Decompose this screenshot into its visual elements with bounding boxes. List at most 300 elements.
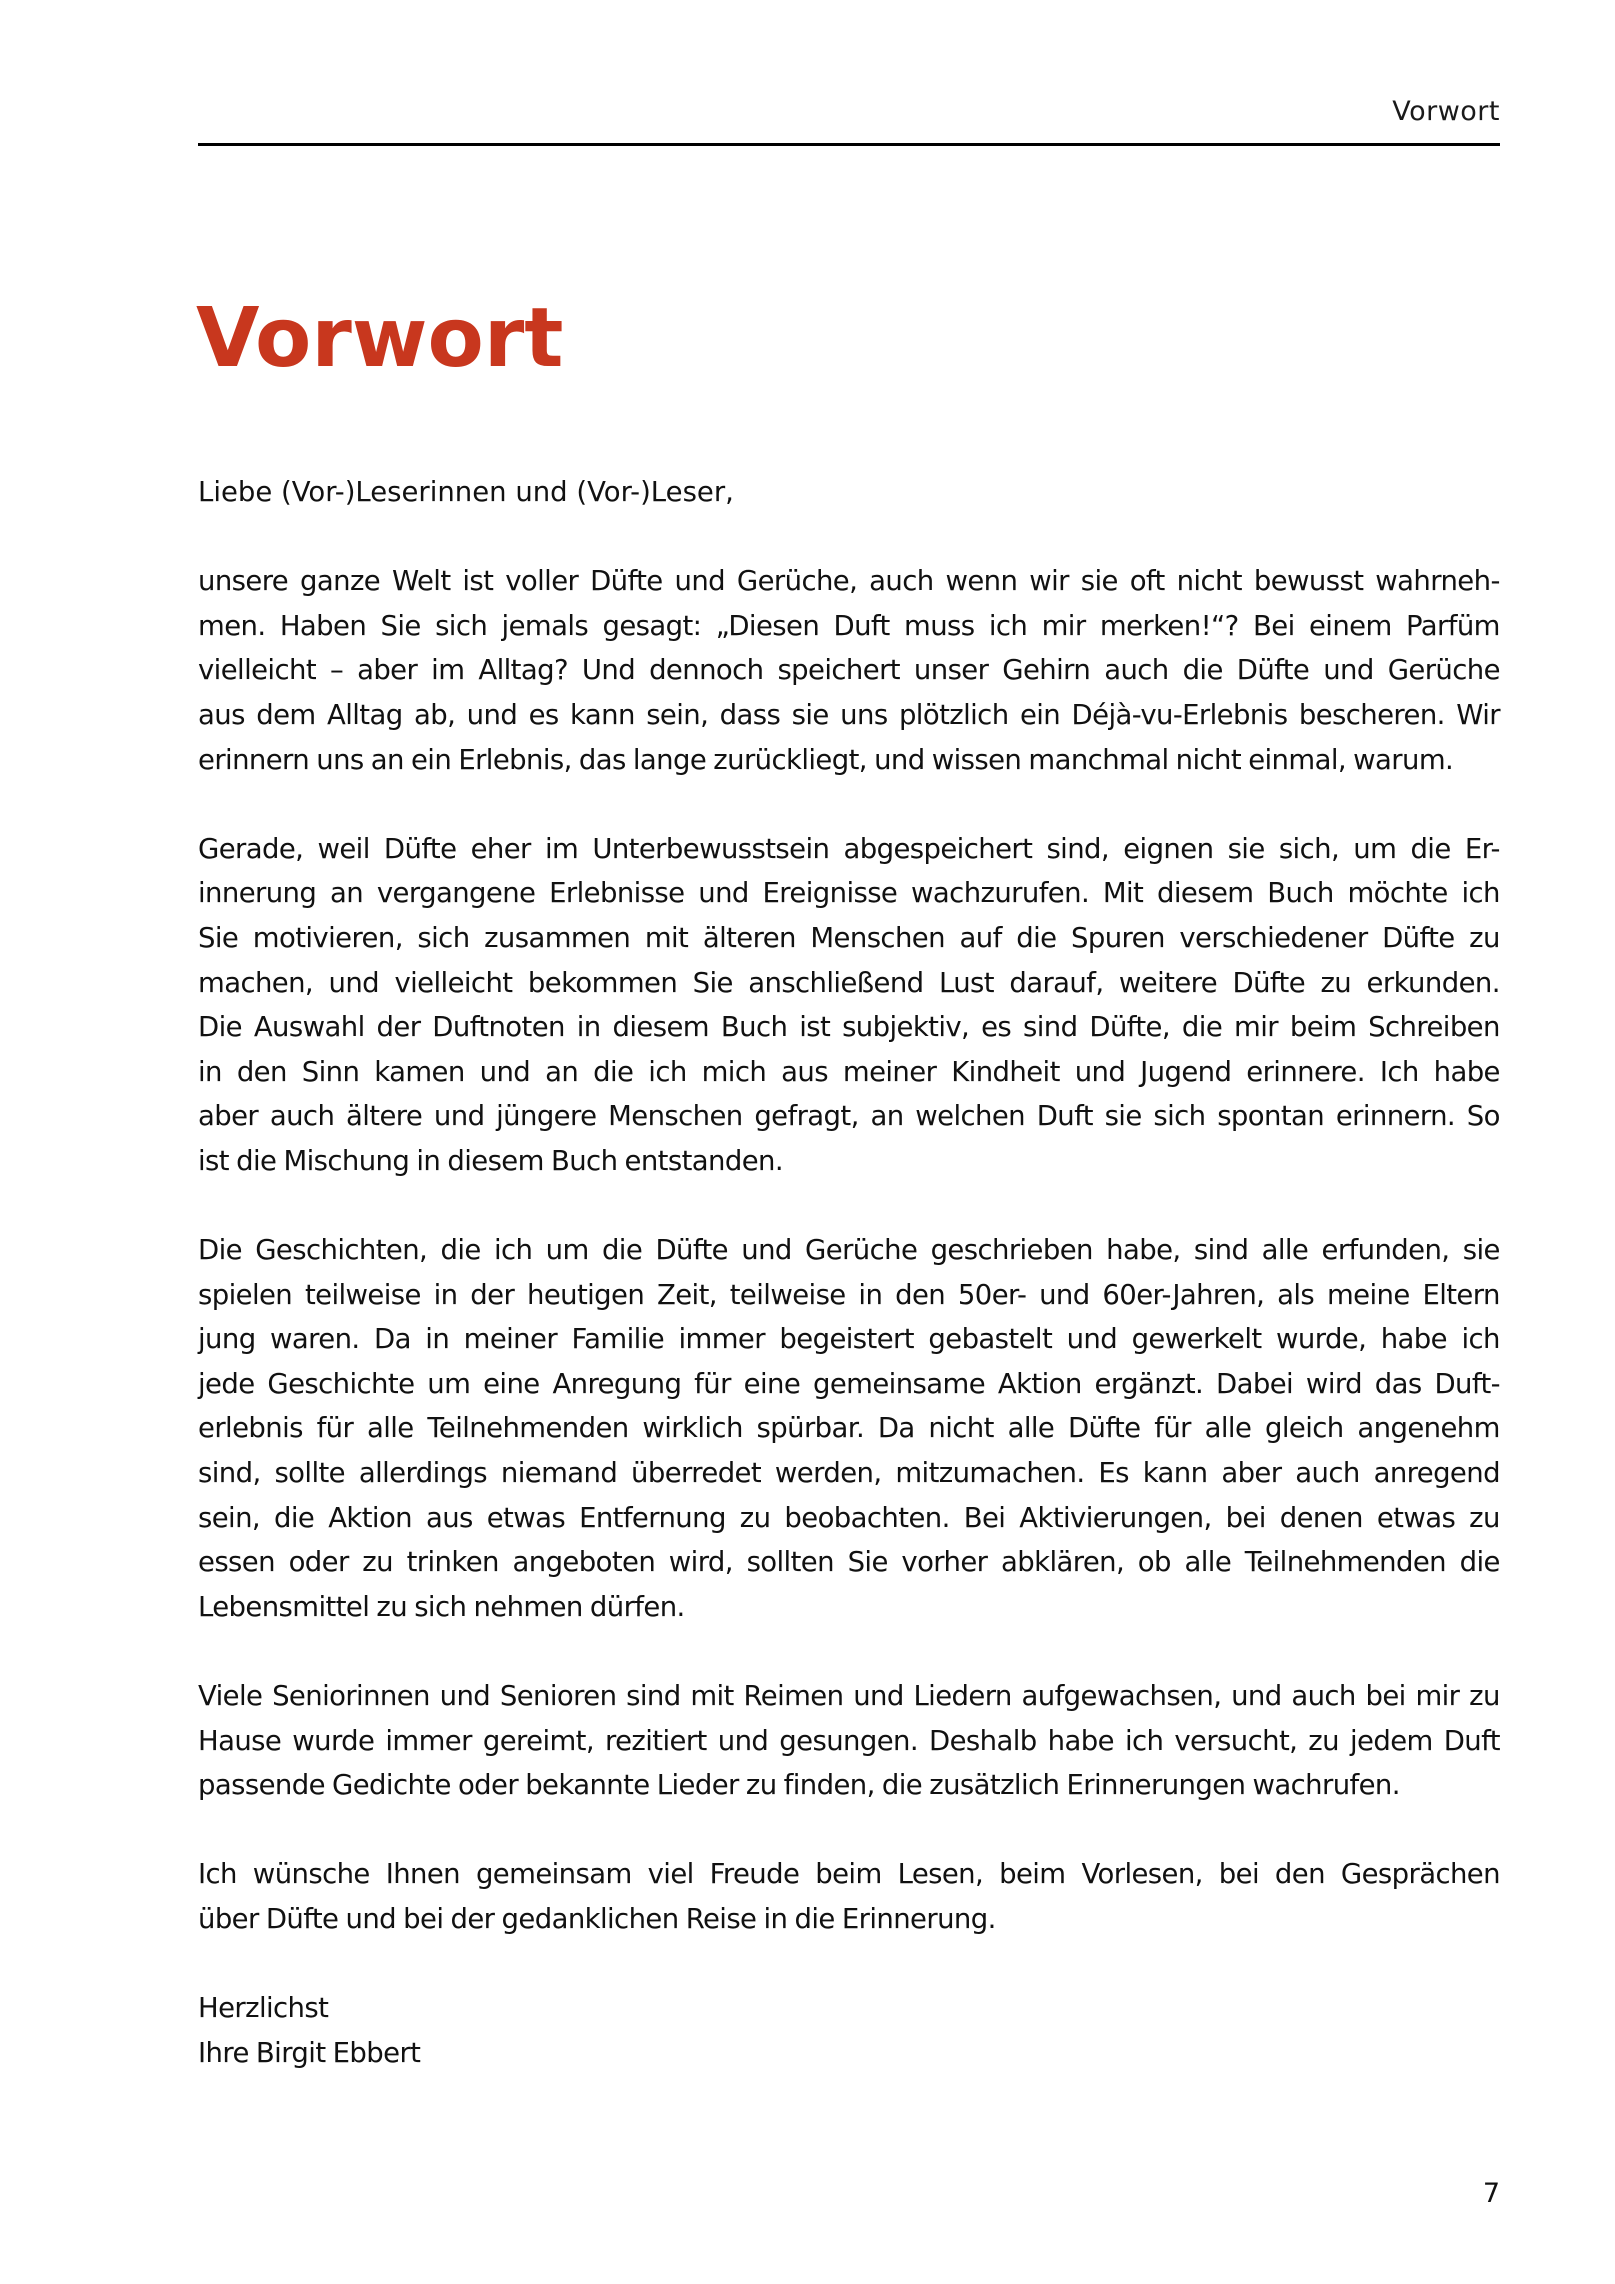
word: auf	[959, 921, 1002, 954]
closing-greeting: Herzlichst	[198, 1992, 329, 2025]
word: Auswahl	[253, 1011, 365, 1044]
word: habe	[1380, 1323, 1447, 1356]
paragraph-line: ist die Mischung in diesem Buch entstanden.	[198, 1144, 784, 1177]
paragraph-line	[198, 1719, 1500, 1764]
word: Die	[198, 1234, 242, 1267]
paragraph-line	[198, 1050, 1500, 1095]
paragraph	[198, 559, 1500, 782]
word: im	[544, 832, 579, 865]
paragraph-line	[198, 559, 1500, 604]
word: vielleicht	[198, 654, 317, 687]
word: 50er-	[957, 1278, 1027, 1311]
word: Aktion	[328, 1501, 413, 1534]
word: gemeinsam	[475, 1858, 632, 1891]
word: der	[470, 1278, 515, 1311]
word: Teilnehmenden	[427, 1412, 629, 1445]
word: aber	[1221, 1457, 1282, 1490]
word: jemals	[501, 609, 589, 642]
word: darauf,	[1009, 966, 1104, 999]
word: oder	[288, 1546, 349, 1579]
closing-signature: Ihre Birgit Ebbert	[198, 2036, 421, 2069]
word: speichert	[777, 654, 900, 687]
word: Es	[1098, 1457, 1129, 1490]
word: Kindheit	[951, 1055, 1060, 1088]
word: ein	[1019, 698, 1061, 731]
word: Buch	[1267, 877, 1334, 910]
word: ich	[648, 1055, 687, 1088]
word: Vorlesen,	[1081, 1858, 1203, 1891]
word: geschrieben	[930, 1234, 1093, 1267]
word: aber	[198, 1100, 259, 1133]
word: unsere	[198, 565, 289, 598]
word: bei	[1365, 1680, 1406, 1713]
word: Menschen	[608, 1100, 743, 1133]
word: den	[1274, 1858, 1325, 1891]
word: ich	[1124, 1724, 1164, 1757]
word: Lesen,	[897, 1858, 984, 1891]
word: anregend	[1373, 1457, 1500, 1490]
word: Familie	[571, 1323, 665, 1356]
word: kann	[1142, 1457, 1208, 1490]
word: an	[330, 877, 364, 910]
word: denen	[1279, 1501, 1363, 1534]
word: diesem	[612, 1011, 709, 1044]
word: ist	[462, 565, 494, 598]
word: ich	[1461, 877, 1500, 910]
word: teilweise	[729, 1278, 846, 1311]
word: bei	[1225, 1501, 1266, 1534]
word: jüngere	[496, 1100, 597, 1133]
word: etwas	[486, 1501, 566, 1534]
word: es	[528, 698, 559, 731]
word: aus	[781, 1055, 828, 1088]
word: angenehm	[1357, 1412, 1500, 1445]
word: voller	[505, 565, 579, 598]
paragraph-line	[198, 916, 1500, 961]
word: vergangene	[376, 877, 536, 910]
word: Düfte	[1236, 654, 1310, 687]
word: und	[698, 877, 749, 910]
word: Geschichten,	[255, 1234, 428, 1267]
word: sind	[1193, 1234, 1249, 1267]
word: nicht	[1176, 565, 1242, 598]
word: aufgewachsen,	[1021, 1680, 1222, 1713]
word: –	[329, 654, 344, 687]
word: etwas	[1376, 1501, 1456, 1534]
word: unser	[913, 654, 989, 687]
word: für	[316, 1412, 354, 1445]
word: zu	[1469, 1680, 1500, 1713]
word: sollten	[746, 1546, 834, 1579]
salutation: Liebe (Vor-)Leserinnen und (Vor-)Leser,	[198, 476, 734, 508]
word: erinnern.	[1335, 1100, 1456, 1133]
word: ganze	[300, 565, 381, 598]
word: wenn	[945, 565, 1018, 598]
word: alle	[1261, 1234, 1309, 1267]
word: gebastelt	[928, 1323, 1053, 1356]
word: wahrneh-	[1375, 565, 1500, 598]
word: Geschichte	[267, 1367, 415, 1400]
word: mit	[690, 1680, 734, 1713]
word: die	[593, 1055, 634, 1088]
word: viel	[647, 1858, 694, 1891]
word: Deshalb	[929, 1724, 1037, 1757]
word: das	[1374, 1367, 1422, 1400]
word: waren.	[270, 1323, 360, 1356]
word: allerdings	[358, 1457, 488, 1490]
word: Zeit,	[657, 1278, 717, 1311]
word: oft	[1129, 565, 1165, 598]
word: Gehirn	[1002, 654, 1091, 687]
word: erlebnis	[198, 1412, 303, 1445]
word: werden,	[774, 1457, 882, 1490]
word: beim	[999, 1858, 1066, 1891]
word: kann	[570, 698, 635, 731]
word: und	[1323, 654, 1374, 687]
paragraph-line: passende Gedichte oder bekannte Lieder zu finden, die zusätzlich Erinnerungen wachrufen.	[198, 1769, 1400, 1802]
paragraph-line: erinnern uns an ein Erlebnis, das lange zurückliegt, und wissen manchmal nicht einmal, warum.	[198, 743, 1454, 776]
word: vorher	[901, 1546, 988, 1579]
word: und	[717, 1724, 769, 1757]
word: wird	[1305, 1367, 1362, 1400]
word: mir	[1415, 1680, 1460, 1713]
word: Entfernung	[579, 1501, 726, 1534]
paragraph-line	[198, 648, 1500, 693]
word: mir	[1041, 609, 1086, 642]
word: ich	[1461, 1323, 1500, 1356]
word: aus	[425, 1501, 473, 1534]
word: Dabei	[1216, 1367, 1294, 1400]
word: es	[981, 1011, 1012, 1044]
word: gereimt,	[482, 1724, 594, 1757]
paragraph-line	[198, 961, 1500, 1006]
word: erfunden,	[1321, 1234, 1450, 1267]
word: um	[1353, 832, 1397, 865]
body-text	[198, 470, 1500, 2075]
word: gemeinsame	[812, 1367, 986, 1400]
word: „Diesen	[715, 609, 820, 642]
header-rule	[198, 143, 1500, 146]
word: versucht,	[1174, 1724, 1298, 1757]
word: bei	[1218, 1858, 1259, 1891]
word: eine	[483, 1367, 540, 1400]
word: an	[870, 1100, 904, 1133]
word: gesagt:	[602, 609, 702, 642]
word: Spuren	[1071, 921, 1165, 954]
word: eher	[470, 832, 531, 865]
word: alle	[1204, 1412, 1252, 1445]
word: beim	[1289, 1011, 1357, 1044]
word: Welt	[391, 565, 451, 598]
word: sich,	[1278, 832, 1340, 865]
word: gleich	[1265, 1412, 1344, 1445]
word: Düfte	[655, 1234, 728, 1267]
paragraph	[198, 827, 1500, 1184]
word: sie	[1104, 1100, 1142, 1133]
word: Alltag	[327, 698, 403, 731]
word: den	[895, 1278, 946, 1311]
word: Ich	[1379, 1055, 1419, 1088]
word: sie	[1462, 1234, 1500, 1267]
word: ich	[493, 1234, 533, 1267]
word: bewusst	[1253, 565, 1364, 598]
word: Bei	[963, 1501, 1006, 1534]
word: zu	[1469, 1501, 1500, 1534]
word: rezitiert	[605, 1724, 707, 1757]
word: eignen	[1123, 832, 1214, 865]
word: Düfte	[1232, 966, 1306, 999]
word: zusammen	[484, 921, 631, 954]
word: Gerüche,	[736, 565, 858, 598]
paragraph-line	[198, 1362, 1500, 1407]
word: verschiedener	[1179, 921, 1368, 954]
word: spürbar.	[756, 1412, 865, 1445]
word: sich	[435, 609, 488, 642]
word: sind	[1023, 1011, 1078, 1044]
word: zu	[1320, 966, 1352, 999]
word: bescheren.	[1298, 698, 1445, 731]
word: für	[1154, 1412, 1191, 1445]
word: Erlebnisse	[549, 877, 685, 910]
word: So	[1466, 1100, 1500, 1133]
word: motivieren,	[252, 921, 403, 954]
word: Hause	[198, 1724, 282, 1757]
word: für	[694, 1367, 731, 1400]
word: Alltag?	[478, 654, 568, 687]
word: auch	[1295, 1457, 1360, 1490]
word: jede	[198, 1367, 255, 1400]
word: in	[198, 1055, 222, 1088]
word: spontan	[1217, 1100, 1325, 1133]
paragraph-line	[198, 1674, 1500, 1719]
word: weil	[317, 832, 370, 865]
word: teilweise	[304, 1278, 421, 1311]
word: als	[1277, 1278, 1315, 1311]
word: sie	[791, 698, 829, 731]
word: die	[1016, 921, 1057, 954]
paragraph-line: über Düfte und bei der gedanklichen Reise in die Erinnerung.	[198, 1903, 996, 1935]
word: Ich	[198, 1858, 237, 1891]
word: Schreiben	[1368, 1011, 1500, 1044]
word: beobachten.	[784, 1501, 950, 1534]
word: Teilnehmenden	[1244, 1546, 1447, 1579]
word: auch	[269, 1100, 335, 1133]
word: bekommen	[527, 966, 678, 999]
paragraph-line	[198, 1094, 1500, 1139]
word: die	[601, 1234, 643, 1267]
word: welchen	[915, 1100, 1025, 1133]
word: gewerkelt	[1131, 1323, 1262, 1356]
paragraph-line	[198, 1005, 1500, 1050]
word: und	[674, 565, 726, 598]
word: auch	[1104, 654, 1169, 687]
word: die	[274, 1501, 315, 1534]
paragraph-line: Lebensmittel zu sich nehmen dürfen.	[198, 1590, 685, 1623]
word: sind	[626, 1680, 681, 1713]
word: dass	[719, 698, 781, 731]
word: Aktivierungen,	[1019, 1501, 1212, 1534]
word: kamen	[374, 1055, 465, 1088]
word: die	[1182, 654, 1223, 687]
chapter-title: Vorwort	[196, 291, 564, 386]
word: Duftnoten	[432, 1011, 565, 1044]
word: meine	[1326, 1278, 1410, 1311]
word: begeistert	[779, 1323, 914, 1356]
word: Wir	[1456, 698, 1500, 731]
word: Da	[374, 1323, 411, 1356]
word: alle	[366, 1412, 414, 1445]
word: Duft	[1443, 1724, 1500, 1757]
paragraph-line	[198, 871, 1500, 916]
word: auch	[1291, 1680, 1356, 1713]
closing	[198, 1986, 1500, 2075]
word: wird,	[668, 1546, 733, 1579]
word: men.	[198, 609, 266, 642]
word: und	[1231, 1680, 1282, 1713]
paragraph-line	[198, 604, 1500, 649]
word: Anregung	[552, 1367, 682, 1400]
word: gesungen.	[779, 1724, 919, 1757]
word: sich	[1153, 1100, 1206, 1133]
word: dem	[256, 698, 316, 731]
word: erkunden.	[1366, 966, 1500, 999]
word: gefragt,	[754, 1100, 859, 1133]
word: Gesprächen	[1340, 1858, 1500, 1891]
word: plötzlich	[898, 698, 1009, 731]
paragraph-line	[198, 1273, 1500, 1318]
word: Gerade,	[198, 832, 304, 865]
word: jedem	[1349, 1724, 1433, 1757]
word: und	[328, 966, 380, 999]
word: überredet	[631, 1457, 762, 1490]
word: mich	[701, 1055, 767, 1088]
word: nicht	[928, 1412, 994, 1445]
word: Senioren	[499, 1680, 617, 1713]
word: trinken	[406, 1546, 499, 1579]
paragraph-line	[198, 1852, 1500, 1897]
word: muss	[904, 609, 975, 642]
word: beim	[815, 1858, 882, 1891]
word: sie	[1080, 565, 1118, 598]
word: ab,	[414, 698, 456, 731]
word: dennoch	[649, 654, 764, 687]
word: Düfte	[590, 565, 663, 598]
word: wir	[1029, 565, 1069, 598]
word: und	[853, 1680, 904, 1713]
word: und	[439, 1680, 491, 1713]
word: den	[236, 1055, 287, 1088]
word: ich	[988, 609, 1028, 642]
word: essen	[198, 1546, 275, 1579]
word: Da	[877, 1412, 915, 1445]
word: eine	[743, 1367, 801, 1400]
word: zu	[1469, 921, 1500, 954]
word: erinnere.	[1246, 1055, 1365, 1088]
word: sich	[417, 921, 470, 954]
word: sind,	[1046, 832, 1110, 865]
word: und	[479, 1055, 531, 1088]
word: ergänzt.	[1094, 1367, 1204, 1400]
word: und	[1066, 1323, 1118, 1356]
paragraph-line	[198, 827, 1500, 872]
word: Déjà-vu-Erlebnis	[1071, 698, 1288, 731]
word: 60er-Jahren,	[1102, 1278, 1265, 1311]
word: Eltern	[1422, 1278, 1500, 1311]
word: Sie	[198, 921, 239, 954]
word: Duft	[833, 609, 890, 642]
word: Sie	[847, 1546, 888, 1579]
word: Seniorinnen	[272, 1680, 430, 1713]
word: Duft-	[1434, 1367, 1500, 1400]
word: Düfte	[1067, 1412, 1141, 1445]
word: zu	[1308, 1724, 1339, 1757]
word: und	[466, 698, 518, 731]
word: einem	[1308, 609, 1392, 642]
word: Gerüche	[1387, 654, 1500, 687]
paragraph-line	[198, 693, 1500, 738]
word: an	[545, 1055, 579, 1088]
paragraph-line	[198, 1406, 1500, 1451]
word: Die	[198, 1011, 242, 1044]
word: Parfüm	[1406, 609, 1500, 642]
word: alle	[1184, 1546, 1232, 1579]
word: Sinn	[301, 1055, 360, 1088]
word: Liedern	[913, 1680, 1012, 1713]
word: Und	[581, 654, 636, 687]
word: diesem	[1157, 877, 1254, 910]
paragraph-line	[198, 1496, 1500, 1541]
word: ob	[1137, 1546, 1171, 1579]
word: auch	[869, 565, 934, 598]
word: in	[858, 1278, 883, 1311]
word: um	[427, 1367, 471, 1400]
word: Buch	[720, 1011, 788, 1044]
word: uns	[840, 698, 888, 731]
paragraphs	[198, 559, 1500, 1941]
word: ist	[799, 1011, 831, 1044]
word: Ihnen	[385, 1858, 461, 1891]
word: weitere	[1118, 966, 1218, 999]
word: aus	[198, 698, 245, 731]
word: merken!“?	[1099, 609, 1239, 642]
word: niemand	[500, 1457, 618, 1490]
word: möchte	[1347, 877, 1448, 910]
word: Haben	[279, 609, 367, 642]
word: in	[425, 1323, 450, 1356]
word: mir	[1234, 1011, 1278, 1044]
word: innerung	[198, 877, 317, 910]
word: meiner	[842, 1055, 937, 1088]
word: zu	[739, 1501, 771, 1534]
word: Viele	[198, 1680, 263, 1713]
word: meiner	[463, 1323, 558, 1356]
word: mitzumachen.	[895, 1457, 1085, 1490]
word: im	[431, 654, 465, 687]
word: jung	[198, 1323, 256, 1356]
word: abklären,	[1001, 1546, 1125, 1579]
word: älteren	[702, 921, 796, 954]
word: alle	[1007, 1412, 1055, 1445]
word: immer	[385, 1724, 472, 1757]
word: Er-	[1464, 832, 1500, 865]
word: wünsche	[252, 1858, 370, 1891]
word: wachzurufen.	[911, 877, 1090, 910]
word: sie	[1227, 832, 1265, 865]
word: Menschen	[810, 921, 945, 954]
word: habe,	[1106, 1234, 1181, 1267]
paragraph-line	[198, 1451, 1500, 1496]
word: Bei	[1253, 609, 1295, 642]
